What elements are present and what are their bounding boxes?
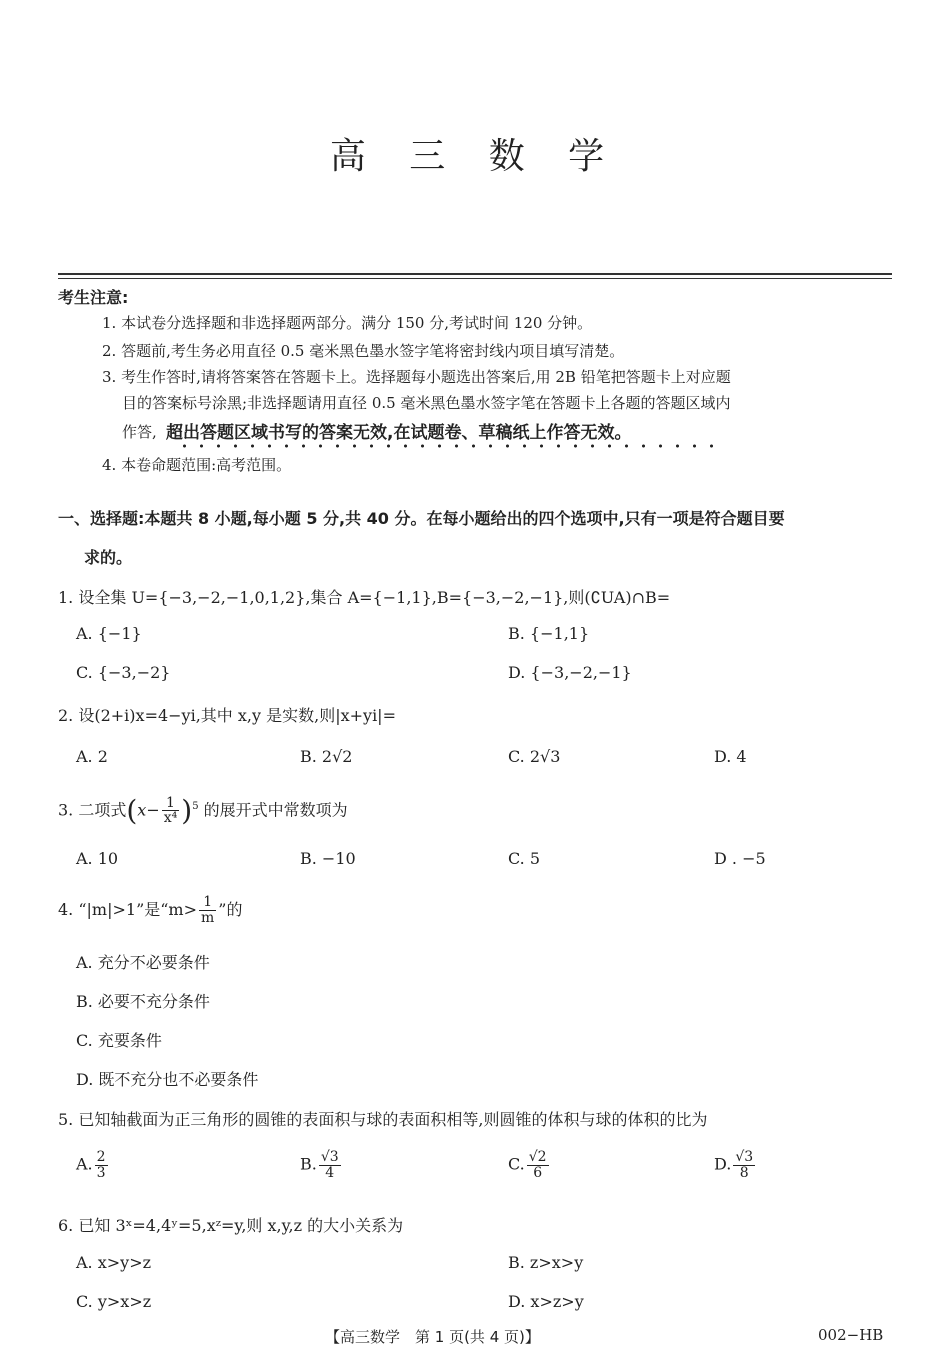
notice-line-2: 2. 答题前,考生务必用直径 0.5 毫米黑色墨水签字笔将密封线内项目填写清楚。 (102, 342, 625, 360)
q2-option-c: C. 2√3 (508, 747, 561, 766)
q5-b-fraction (319, 1150, 341, 1180)
q4-prefix: 4. “|m|>1”是“m> (58, 900, 198, 919)
notice-line-4: 4. 本卷命题范围:高考范围。 (102, 456, 292, 474)
q4-option-d: D. 既不充分也不必要条件 (76, 1070, 259, 1089)
q5-option-a (76, 1150, 110, 1180)
q1-option-d: D. {−3,−2,−1} (508, 663, 632, 682)
notice-heading: 考生注意: (58, 288, 129, 307)
notice-emphasis: 超出答题区域书写的答案无效,在试题卷、草稿纸上作答无效。 (166, 423, 632, 443)
q3-option-d: D . −5 (714, 849, 766, 868)
q1-option-c: C. {−3,−2} (76, 663, 171, 682)
top-rule (58, 273, 892, 275)
q5-b-num: √3 (320, 1149, 339, 1165)
q2-option-d: D. 4 (714, 747, 747, 766)
q5-d-num: √3 (735, 1149, 754, 1165)
q3-exponent: 5 (192, 801, 199, 812)
q3-option-a: A. 10 (76, 849, 119, 868)
q5-d-fraction (733, 1150, 755, 1180)
q1-option-b: B. {−1,1} (508, 624, 590, 643)
notice-line-3-end: 作答, (122, 423, 157, 441)
question-2: 2. 设(2+i)x=4−yi,其中 x,y 是实数,则|x+yi|= (58, 706, 396, 725)
page-footer: 【高三数学 第 1 页(共 4 页)】 (325, 1328, 540, 1346)
q6-option-c: C. y>x>z (76, 1292, 152, 1311)
q3-frac-num: 1 (162, 796, 180, 812)
q6-option-d: D. x>z>y (508, 1292, 584, 1311)
q5-d-den: 8 (739, 1164, 749, 1181)
q4-fraction (199, 895, 216, 925)
q2-option-a: A. 2 (76, 747, 108, 766)
q4-frac-den: m (201, 910, 215, 926)
q4-option-b: B. 必要不充分条件 (76, 992, 210, 1011)
paper-code: 002−HB (818, 1326, 884, 1344)
q3-fraction (162, 796, 180, 826)
q5-c-den: 6 (533, 1164, 543, 1181)
notice-line-1: 1. 本试卷分选择题和非选择题两部分。满分 150 分,考试时间 120 分钟。 (102, 314, 593, 332)
q5-option-b (300, 1150, 343, 1180)
q5-c-num: √2 (528, 1149, 547, 1165)
section-heading: 一、选择题:本题共 8 小题,每小题 5 分,共 40 分。在每小题给出的四个选项中,只有一项是符合题目要 (58, 509, 785, 528)
q1-option-a: A. {−1} (76, 624, 142, 643)
question-1: 1. 设全集 U={−3,−2,−1,0,1,2},集合 A={−1,1},B={−3,−2,−1},则(∁UA)∩B= (58, 588, 671, 607)
q3-option-c: C. 5 (508, 849, 541, 868)
q6-option-a: A. x>y>z (76, 1253, 152, 1272)
notice-line-3: 3. 考生作答时,请将答案答在答题卡上。选择题每小题选出答案后,用 2B 铅笔把答题卡上对应题 (102, 368, 731, 386)
q5-a-fraction (95, 1150, 108, 1180)
question-3 (58, 784, 348, 834)
q4-option-a: A. 充分不必要条件 (76, 953, 210, 972)
section-heading-cont: 求的。 (84, 548, 133, 567)
q3-frac-den: x⁴ (163, 810, 178, 827)
page-title: 高 三 数 学 (329, 136, 621, 177)
notice-line-3-cont: 目的答案标号涂黑;非选择题请用直径 0.5 毫米黑色墨水签字笔在答题卡上各题的答题区域内 (122, 394, 731, 412)
q5-d-label: D. (714, 1154, 732, 1174)
q3-x: x− (137, 800, 160, 820)
q5-b-label: B. (300, 1154, 317, 1174)
emphasis-dots (176, 444, 720, 448)
q5-c-label: C. (508, 1154, 525, 1174)
top-rule-thin (58, 278, 892, 279)
q5-a-label: A. (76, 1154, 93, 1174)
q2-option-b: B. 2√2 (300, 747, 353, 766)
q4-suffix: ”的 (218, 900, 243, 919)
question-6: 6. 已知 3ˣ=4,4ʸ=5,xᶻ=y,则 x,y,z 的大小关系为 (58, 1216, 404, 1235)
q5-option-d (714, 1150, 757, 1180)
q4-option-c: C. 充要条件 (76, 1031, 162, 1050)
q5-a-num: 2 (96, 1149, 106, 1165)
q3-suffix: 的展开式中常数项为 (203, 800, 348, 820)
q5-option-c (508, 1150, 551, 1180)
question-5: 5. 已知轴截面为正三角形的圆锥的表面积与球的表面积相等,则圆锥的体积与球的体积的比为 (58, 1110, 708, 1129)
q5-b-den: 4 (325, 1164, 335, 1181)
q5-c-fraction (527, 1150, 549, 1180)
question-4 (58, 887, 242, 933)
q5-a-den: 3 (96, 1164, 106, 1181)
q6-option-b: B. z>x>y (508, 1253, 584, 1272)
right-paren: ) (181, 793, 193, 827)
q4-frac-num: 1 (199, 895, 216, 911)
left-paren: ( (126, 793, 138, 827)
q3-prefix: 3. 二项式 (58, 800, 127, 820)
q3-option-b: B. −10 (300, 849, 356, 868)
